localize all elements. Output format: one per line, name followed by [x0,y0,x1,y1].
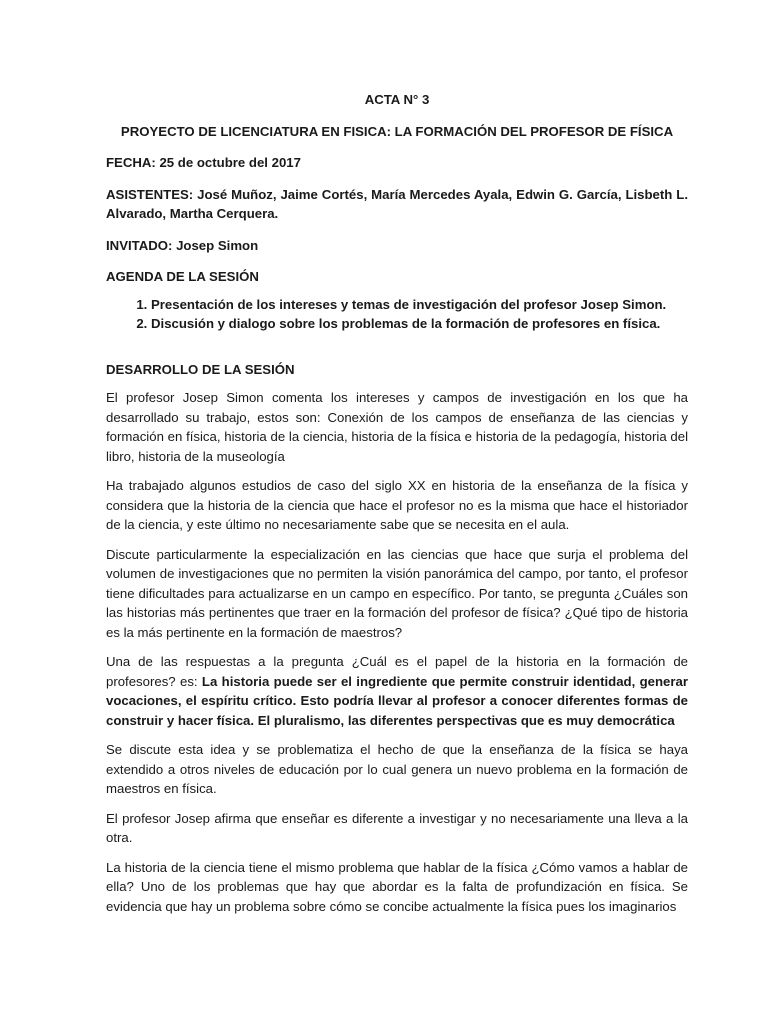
agenda-item: 1. Presentación de los intereses y temas de investigación del profesor Josep Simon. [151,295,688,315]
guest-line: INVITADO: Josep Simon [106,237,259,253]
paragraph-4-bold: La historia puede ser el ingrediente que permite construir identidad, generar vocaciones, el espíritu crítico. Esto podría llevar al profesor a conocer diferentes formas de construir y hacer física. El pluralismo, las diferentes perspectivas que es muy democrática [106,673,688,728]
document-title: ACTA N° 3 [364,92,430,107]
date-line: FECHA: 25 de octubre del 2017 [106,155,301,170]
attendees-line: ASISTENTES: José Muñoz, Jaime Cortés, María Mercedes Ayala, Edwin G. García, Lisbeth L. Alvarado, Martha Cerquera. [106,186,688,221]
paragraph-2: Ha trabajado algunos estudios de caso del siglo XX en historia de la enseñanza de la física y considera que la historia de la ciencia que hace el profesor no es la misma que hace el historiador de la ciencia, y este último no necesariamente sabe que se necesita en el aula. [106,478,688,532]
agenda-heading: AGENDA DE LA SESIÓN [106,269,259,284]
session-development-heading: DESARROLLO DE LA SESIÓN [106,361,295,377]
project-title: PROYECTO DE LICENCIATURA EN FISICA: LA FORMACIÓN DEL PROFESOR DE FÍSICA [120,123,674,139]
paragraph-4 [106,652,688,730]
paragraph-5: Se discute esta idea y se problematiza el hecho de que la enseñanza de la física se haya extendido a otros niveles de educación por lo cual genera un nuevo problema en la formación de maestros en física. [106,742,688,796]
paragraph-4-intro: Una de las respuestas a la pregunta ¿Cuál es el papel de la historia en la formación de profesores? es: [106,654,688,689]
document-page [106,90,688,926]
agenda-list [106,295,688,334]
paragraph-1: El profesor Josep Simon comenta los intereses y campos de investigación en los que ha desarrollado su trabajo, estos son: Conexión de los campos de enseñanza de las ciencias y formación en física, historia de la ciencia, historia de la física e historia de la pedagogía, historia del libro, historia de la museología [106,390,688,464]
paragraph-3: Discute particularmente la especialización en las ciencias que hace que surja el problema del volumen de investigaciones que no permiten la visión panorámica del campo, por tanto, el profesor tiene dificultades para actualizarse en un campo en específico. Por tanto, se pregunta ¿Cuáles son las historias más pertinentes que traer en la formación del profesor de física? ¿Qué tipo de historia es la más pertinente en la formación de maestros? [106,546,688,640]
paragraph-7: La historia de la ciencia tiene el mismo problema que hablar de la física ¿Cómo vamos a hablar de ella? Uno de los problemas que hay que abordar es la falta de profundización en física. Se evidencia que hay un problema sobre cómo se concibe actualmente la física pues los imaginarios [106,859,688,914]
agenda-item: 2. Discusión y dialogo sobre los problemas de la formación de profesores en física. [151,314,688,334]
paragraph-6: El profesor Josep afirma que enseñar es diferente a investigar y no necesariamente una lleva a la otra. [106,810,688,845]
